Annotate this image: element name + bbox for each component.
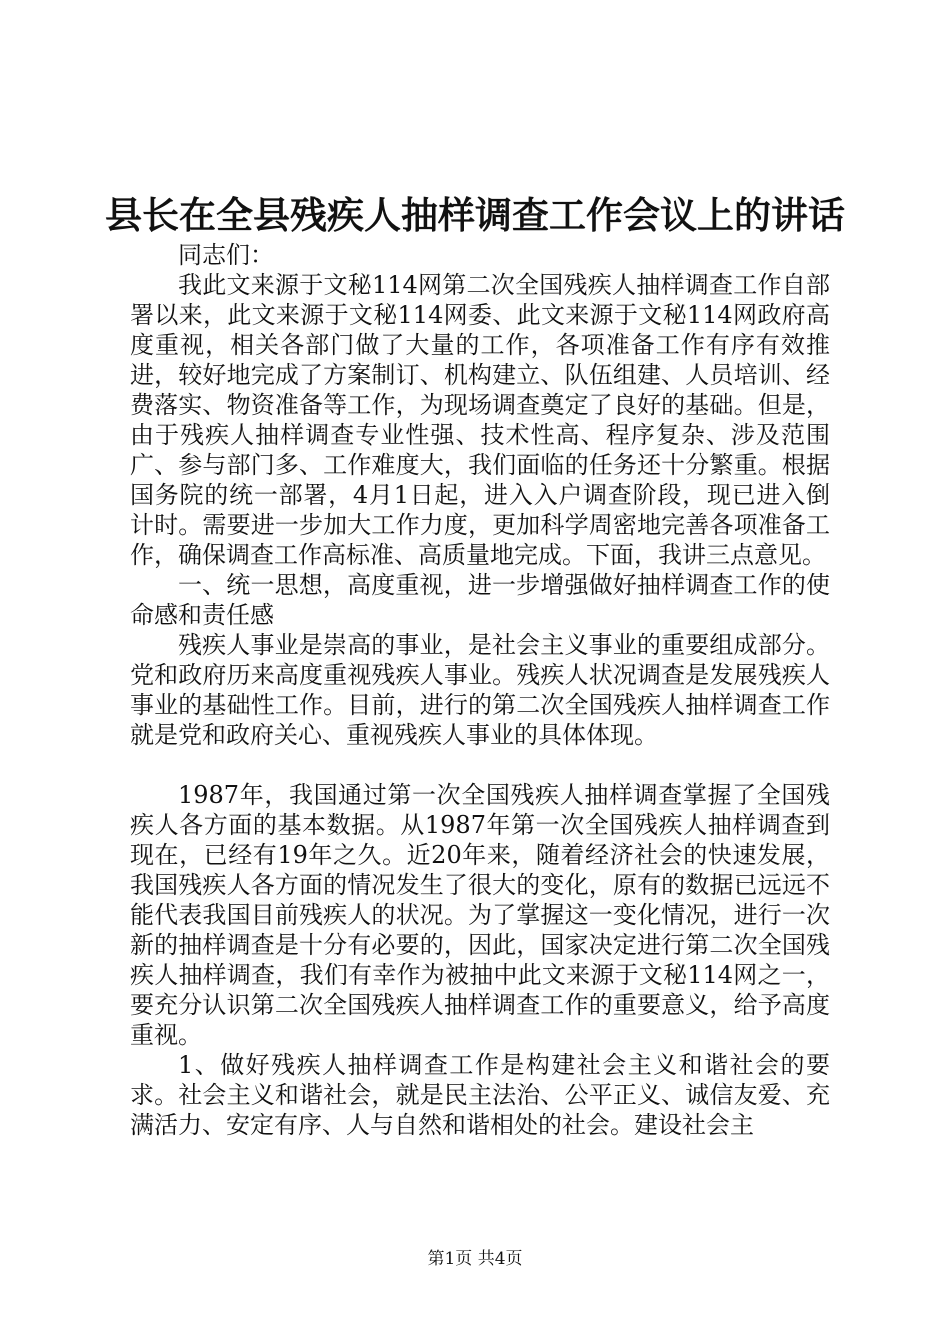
paragraph-point-1: 1、做好残疾人抽样调查工作是构建社会主义和谐社会的要求。社会主义和谐社会，就是民主法治、公平正义、诚信友爱、充满活力、安定有序、人与自然和谐相处的社会。建设社会主 — [130, 1051, 830, 1139]
document-body — [130, 240, 830, 1140]
section-heading-1: 一、统一思想，高度重视，进一步增强做好抽样调查工作的使命感和责任感 — [130, 571, 830, 629]
greeting: 同志们： — [178, 241, 274, 269]
paragraph-cause: 残疾人事业是崇高的事业，是社会主义事业的重要组成部分。党和政府历来高度重视残疾人事业。残疾人状况调查是发展残疾人事业的基础性工作。目前，进行的第二次全国残疾人抽样调查工作就是党和政府关心、重视残疾人事业的具体体现。 — [130, 631, 830, 749]
document-title: 县长在全县残疾人抽样调查工作会议上的讲话 — [105, 193, 845, 237]
paragraph-intro: 我此文来源于文秘114网第二次全国残疾人抽样调查工作自部署以来，此文来源于文秘114网委、此文来源于文秘114网政府高度重视，相关各部门做了大量的工作，各项准备工作有序有效推进，较好地完成了方案制订、机构建立、队伍组建、人员培训、经费落实、物资准备等工作，为现场调查奠定了良好的基础。但是，由于残疾人抽样调查专业性强、技术性高、程序复杂、涉及范围广、参与部门多、工作难度大，我们面临的任务还十分繁重。根据国务院的统一部署，4月1日起，进入入户调查阶段，现已进入倒计时。需要进一步加大工作力度，更加科学周密地完善各项准备工作，确保调查工作高标准、高质量地完成。下面，我讲三点意见。 — [130, 271, 830, 569]
page-footer: 第1页 共4页 — [427, 1249, 523, 1269]
paragraph-history: 1987年，我国通过第一次全国残疾人抽样调查掌握了全国残疾人各方面的基本数据。从1987年第一次全国残疾人抽样调查到现在，已经有19年之久。近20年来，随着经济社会的快速发展，我国残疾人各方面的情况发生了很大的变化，原有的数据已远远不能代表我国目前残疾人的状况。为了掌握这一变化情况，进行一次新的抽样调查是十分有必要的，因此，国家决定进行第二次全国残疾人抽样调查，我们有幸作为被抽中此文来源于文秘114网之一，要充分认识第二次全国残疾人抽样调查工作的重要意义，给予高度重视。 — [130, 781, 830, 1049]
